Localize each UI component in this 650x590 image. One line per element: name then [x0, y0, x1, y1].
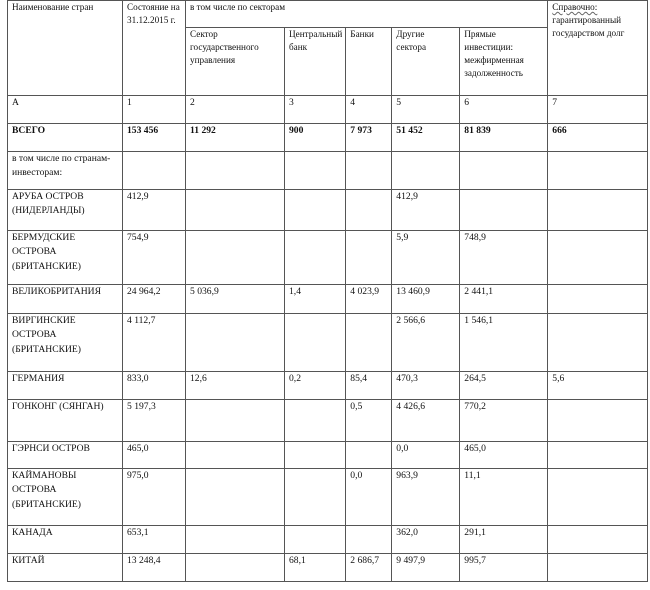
country-name-cell: КИТАЙ — [8, 554, 123, 582]
value-cell — [346, 231, 392, 285]
value-cell: 12,6 — [186, 372, 285, 400]
value-cell — [548, 469, 648, 526]
table-row — [8, 231, 648, 285]
value-cell: 13 248,4 — [123, 554, 186, 582]
value-cell: 754,9 — [123, 231, 186, 285]
country-name-cell: АРУБА ОСТРОВ (НИДЕРЛАНДЫ) — [8, 190, 123, 231]
value-cell: 412,9 — [123, 190, 186, 231]
value-cell: 264,5 — [460, 372, 548, 400]
section-label: в том числе по странам-инвесторам: — [8, 152, 123, 190]
value-cell: 4 426,6 — [392, 400, 460, 442]
value-cell: 0,0 — [392, 442, 460, 469]
total-cell: 7 973 — [346, 124, 392, 152]
value-cell: 0,2 — [285, 372, 346, 400]
value-cell: 653,1 — [123, 526, 186, 554]
index-row — [8, 96, 648, 124]
total-cell: 81 839 — [460, 124, 548, 152]
value-cell — [285, 442, 346, 469]
table-row — [8, 469, 648, 526]
value-cell: 465,0 — [123, 442, 186, 469]
value-cell: 4 112,7 — [123, 314, 186, 372]
value-cell: 2 441,1 — [460, 285, 548, 314]
value-cell — [285, 526, 346, 554]
header-reference-text: гарантированный государством долг — [552, 15, 625, 39]
header-sector-other: Другие сектора — [392, 28, 460, 96]
value-cell: 13 460,9 — [392, 285, 460, 314]
country-name-cell: КАНАДА — [8, 526, 123, 554]
value-cell: 1 546,1 — [460, 314, 548, 372]
index-cell: 4 — [346, 96, 392, 124]
index-cell: 7 — [548, 96, 648, 124]
value-cell: 975,0 — [123, 469, 186, 526]
investment-table — [7, 0, 648, 582]
value-cell: 11,1 — [460, 469, 548, 526]
value-cell: 465,0 — [460, 442, 548, 469]
total-cell: 666 — [548, 124, 648, 152]
value-cell — [186, 442, 285, 469]
value-cell — [548, 554, 648, 582]
value-cell — [186, 400, 285, 442]
value-cell — [548, 400, 648, 442]
table-row — [8, 314, 648, 372]
value-cell — [186, 526, 285, 554]
value-cell: 5,9 — [392, 231, 460, 285]
total-cell: 51 452 — [392, 124, 460, 152]
header-sector-gov: Сектор государственного управления — [186, 28, 285, 96]
value-cell — [346, 442, 392, 469]
country-name-cell: КАЙМАНОВЫ ОСТРОВА (БРИТАНСКИЕ) — [8, 469, 123, 526]
header-sector-banks: Банки — [346, 28, 392, 96]
value-cell — [346, 314, 392, 372]
country-name-cell: ГЕРМАНИЯ — [8, 372, 123, 400]
country-rows — [8, 190, 648, 582]
total-cell: 11 292 — [186, 124, 285, 152]
value-cell: 0,5 — [346, 400, 392, 442]
value-cell: 5 197,3 — [123, 400, 186, 442]
table-row — [8, 190, 648, 231]
value-cell: 5,6 — [548, 372, 648, 400]
value-cell — [186, 314, 285, 372]
value-cell: 833,0 — [123, 372, 186, 400]
index-cell: 6 — [460, 96, 548, 124]
value-cell — [186, 231, 285, 285]
value-cell: 412,9 — [392, 190, 460, 231]
value-cell: 0,0 — [346, 469, 392, 526]
table-row — [8, 400, 648, 442]
value-cell: 4 023,9 — [346, 285, 392, 314]
value-cell: 470,3 — [392, 372, 460, 400]
value-cell: 68,1 — [285, 554, 346, 582]
value-cell: 1,4 — [285, 285, 346, 314]
value-cell — [548, 285, 648, 314]
value-cell — [285, 190, 346, 231]
total-cell: 153 456 — [123, 124, 186, 152]
country-name-cell: ГЭРНСИ ОСТРОВ — [8, 442, 123, 469]
value-cell — [460, 190, 548, 231]
value-cell — [186, 190, 285, 231]
index-cell: 5 — [392, 96, 460, 124]
header-sector-cb: Центральный банк — [285, 28, 346, 96]
header-state-at: Состояние на 31.12.2015 г. — [123, 1, 186, 96]
value-cell — [285, 400, 346, 442]
index-cell: А — [8, 96, 123, 124]
value-cell — [285, 231, 346, 285]
value-cell: 963,9 — [392, 469, 460, 526]
table-row — [8, 442, 648, 469]
value-cell — [186, 469, 285, 526]
value-cell — [186, 554, 285, 582]
value-cell — [548, 442, 648, 469]
table-row — [8, 526, 648, 554]
country-name-cell: БЕРМУДСКИЕ ОСТРОВА (БРИТАНСКИЕ) — [8, 231, 123, 285]
value-cell: 770,2 — [460, 400, 548, 442]
value-cell: 291,1 — [460, 526, 548, 554]
header-by-sectors: в том числе по секторам — [186, 1, 548, 28]
header-reference — [548, 1, 648, 96]
table-row — [8, 372, 648, 400]
total-cell: 900 — [285, 124, 346, 152]
value-cell — [548, 190, 648, 231]
value-cell: 2 566,6 — [392, 314, 460, 372]
value-cell: 995,7 — [460, 554, 548, 582]
value-cell — [548, 231, 648, 285]
country-name-cell: ГОНКОНГ (СЯНГАН) — [8, 400, 123, 442]
value-cell: 85,4 — [346, 372, 392, 400]
value-cell — [548, 526, 648, 554]
section-row — [8, 152, 648, 190]
value-cell — [285, 314, 346, 372]
value-cell: 748,9 — [460, 231, 548, 285]
value-cell: 5 036,9 — [186, 285, 285, 314]
value-cell — [285, 469, 346, 526]
total-label: ВСЕГО — [8, 124, 123, 152]
header-sector-fdi: Прямые инвестиции: межфирменная задолженность — [460, 28, 548, 96]
value-cell: 9 497,9 — [392, 554, 460, 582]
total-row — [8, 124, 648, 152]
value-cell: 362,0 — [392, 526, 460, 554]
value-cell: 24 964,2 — [123, 285, 186, 314]
value-cell — [346, 526, 392, 554]
value-cell — [346, 190, 392, 231]
table-row — [8, 285, 648, 314]
table-row — [8, 554, 648, 582]
value-cell: 2 686,7 — [346, 554, 392, 582]
index-cell: 1 — [123, 96, 186, 124]
value-cell — [548, 314, 648, 372]
index-cell: 3 — [285, 96, 346, 124]
country-name-cell: ВИРГИНСКИЕ ОСТРОВА (БРИТАНСКИЕ) — [8, 314, 123, 372]
header-country: Наименование стран — [8, 1, 123, 96]
index-cell: 2 — [186, 96, 285, 124]
country-name-cell: ВЕЛИКОБРИТАНИЯ — [8, 285, 123, 314]
header-reference-label: Справочно: — [552, 2, 598, 12]
